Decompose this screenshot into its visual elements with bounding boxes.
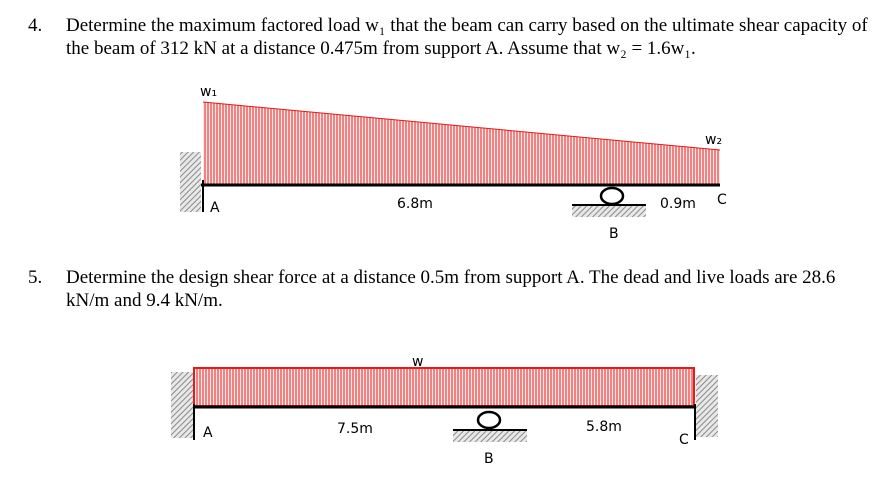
- fixed-wall-a-2: [171, 372, 193, 438]
- roller-support-b-1: [601, 188, 623, 204]
- support-label-c: C: [679, 432, 689, 448]
- support-b-base-2: [453, 430, 527, 442]
- load-label-w: w: [412, 354, 424, 370]
- span-label-2: 5.8m: [586, 419, 622, 435]
- figure-2: [171, 354, 718, 467]
- span-label-overhang: 0.9m: [660, 196, 696, 212]
- support-label-a: A: [210, 200, 220, 216]
- support-label-a-2: A: [203, 425, 213, 441]
- roller-support-b-2: [478, 412, 500, 428]
- support-label-b: B: [609, 226, 619, 242]
- problem-text: Determine the maximum factored load w₁ that the beam can carry based on the ultimate shear capacity of the beam of 312 kN at a distance 0.475m from support A. Assume that w₂ = 1.6w₁.: [66, 15, 868, 59]
- fixed-wall-a: [180, 152, 201, 212]
- problem-text: Determine the design shear force at a distance 0.5m from support A. The dead and live loads are 28.6 kN/m and 9.4 kN/m.: [66, 267, 836, 311]
- support-label-b-2: B: [484, 451, 494, 467]
- fixed-wall-c: [696, 375, 718, 437]
- problem-number: 5.: [28, 267, 43, 288]
- span-label-1: 7.5m: [337, 421, 373, 437]
- figure-1: [180, 84, 727, 242]
- problem-number: 4.: [28, 15, 43, 36]
- span-label-main: 6.8m: [397, 196, 433, 212]
- load-label-w1: w₁: [200, 84, 218, 100]
- end-label-c: C: [717, 192, 727, 208]
- load-label-w2: w₂: [705, 132, 723, 148]
- support-b-base-1: [572, 205, 646, 217]
